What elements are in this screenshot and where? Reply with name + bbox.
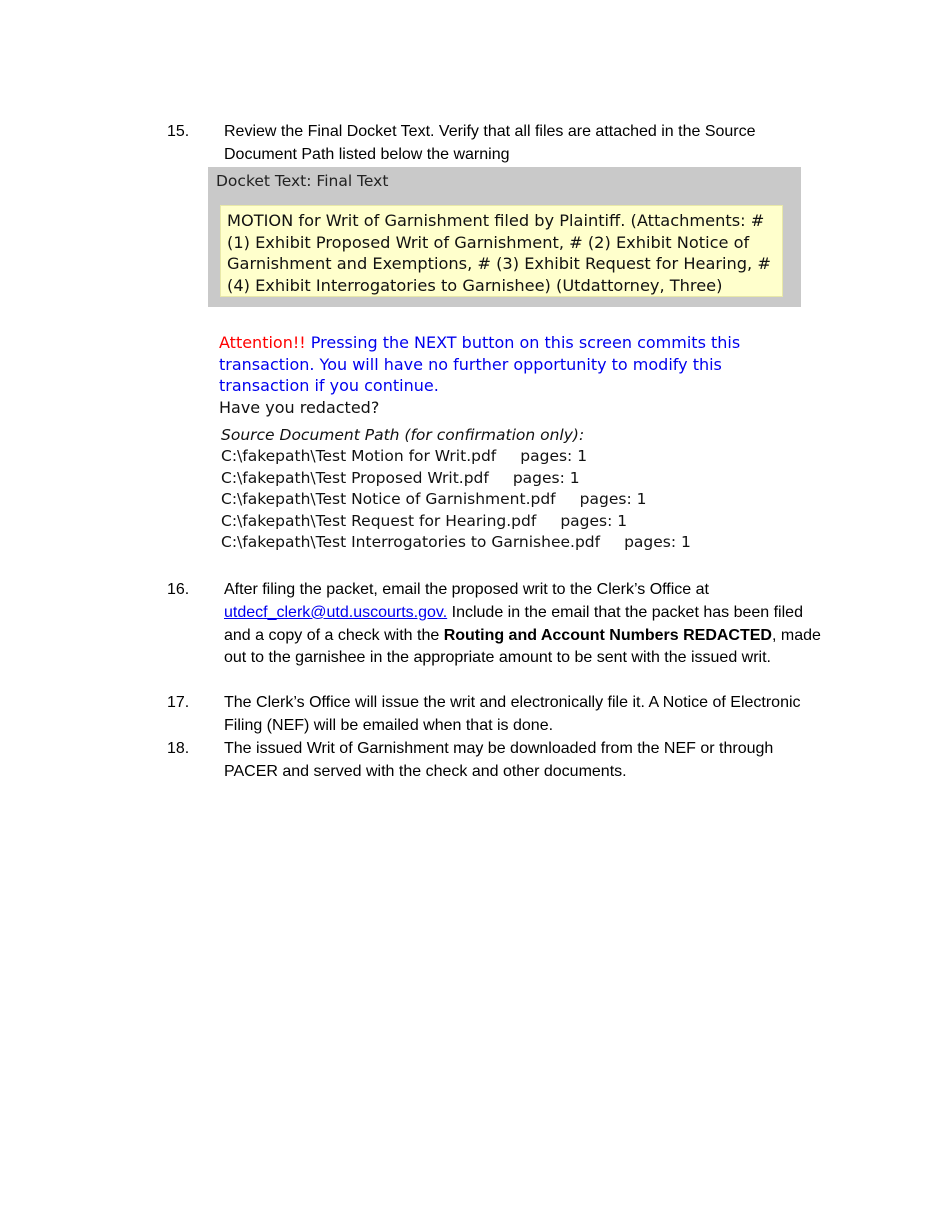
file-row <box>221 489 781 510</box>
step-number: 17. <box>167 694 190 711</box>
docket-text-panel <box>208 167 801 307</box>
step-text: The Clerk’s Office will issue the writ and electronically file it. A Notice of Electronic Filing (NEF) will be emailed when that is done. <box>224 694 801 734</box>
attention-label: Attention!! <box>219 333 306 352</box>
file-row <box>221 446 781 467</box>
step-number: 18. <box>167 740 190 757</box>
file-path: C:\fakepath\Test Request for Hearing.pdf <box>221 511 537 530</box>
redacted-emphasis: Routing and Account Numbers REDACTED <box>443 626 772 644</box>
step-text: Review the Final Docket Text. Verify that all files are attached in the Source Document Path listed below the warning <box>224 123 756 163</box>
step-text: The issued Writ of Garnishment may be downloaded from the NEF or through PACER and served with the check and other documents. <box>224 740 774 780</box>
file-path: C:\fakepath\Test Notice of Garnishment.pdf <box>221 490 556 509</box>
docket-text-box: MOTION for Writ of Garnishment filed by Plaintiff. (Attachments: # (1) Exhibit Proposed Writ of Garnishment, # (2) Exhibit Notice of Garnishment and Exemptions, # (3) Exhibit Request for Hearing, # (4) Exhibit Interrogatories to Garnishee) (Utdattorney, Three) <box>220 205 783 297</box>
attention-message: Pressing the NEXT button on this screen commits this transaction. You will have no further opportunity to modify this transaction if you continue. <box>219 333 741 396</box>
file-pages: pages: 1 <box>560 511 628 530</box>
step-text-part: , made out to the garnishee in the appropriate amount to be sent with the issued writ. <box>224 626 821 667</box>
file-pages: pages: 1 <box>512 468 580 487</box>
step-text-part: After filing the packet, email the proposed writ to the Clerk’s Office at <box>224 581 709 598</box>
file-row <box>221 468 781 489</box>
file-path: C:\fakepath\Test Interrogatories to Garnishee.pdf <box>221 533 601 552</box>
redaction-question: Have you redacted? <box>219 397 380 417</box>
file-pages: pages: 1 <box>520 447 588 466</box>
step-text <box>224 579 834 670</box>
attention-warning <box>219 332 779 418</box>
source-document-path <box>221 425 781 553</box>
docket-text-header: Docket Text: Final Text <box>216 172 389 190</box>
file-row <box>221 532 781 553</box>
step-number: 15. <box>167 123 190 140</box>
file-row <box>221 511 781 532</box>
source-path-title: Source Document Path (for confirmation only): <box>221 426 585 444</box>
step-number: 16. <box>167 581 190 598</box>
step-text-part: Include in the email that the packet has been filed and a copy of a check with the <box>224 603 803 644</box>
file-path: C:\fakepath\Test Motion for Writ.pdf <box>221 447 497 466</box>
file-pages: pages: 1 <box>624 533 691 552</box>
clerk-email-link[interactable]: utdecf_clerk@utd.uscourts.gov. <box>224 603 448 621</box>
file-path: C:\fakepath\Test Proposed Writ.pdf <box>221 468 489 487</box>
file-pages: pages: 1 <box>579 490 647 509</box>
